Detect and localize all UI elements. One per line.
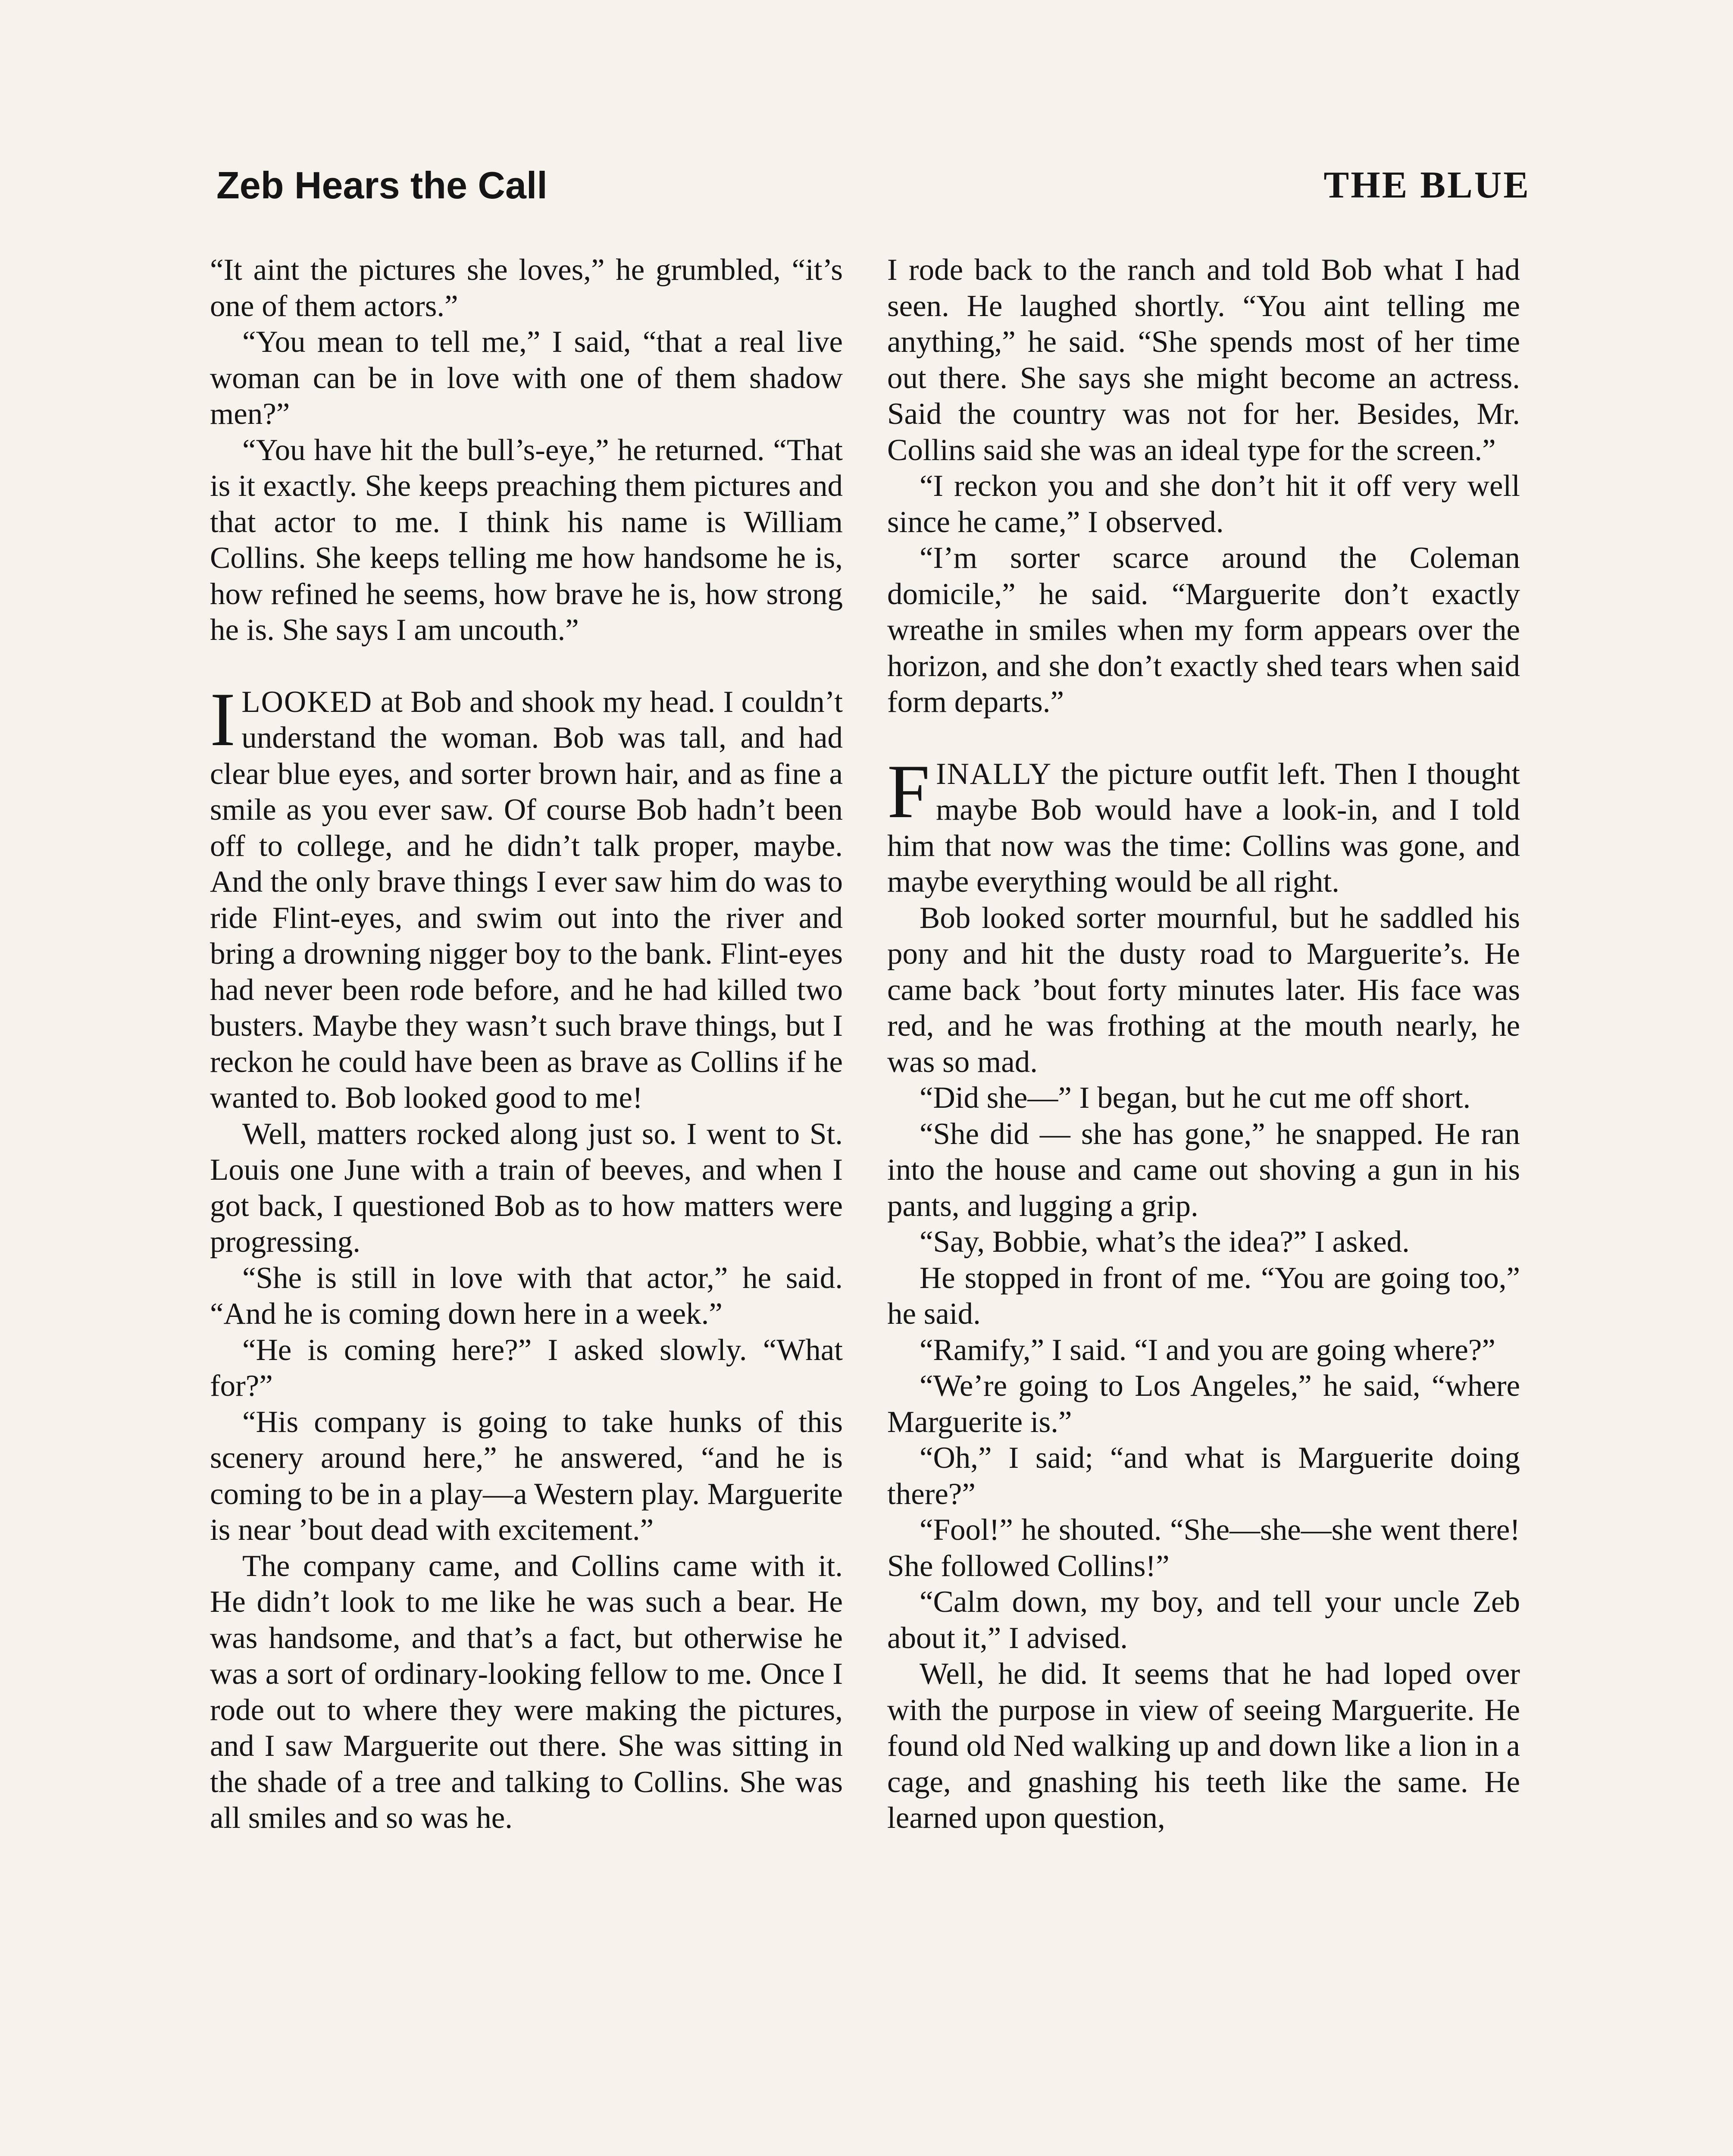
lead-in-caps: LOOKED [241, 685, 373, 719]
paragraph: He stopped in front of me. “You are going too,” he said. [887, 1261, 1520, 1331]
paragraph: “Calm down, my boy, and tell your uncle Zeb about it,” I advised. [887, 1585, 1520, 1655]
paragraph: Well, he did. It seems that he had loped over with the purpose in view of seeing Marguerite. He found old Ned walking up and down like a lion in a cage, and gnashing his teeth like the same. He learned upon question, [887, 1657, 1520, 1835]
right-column [887, 252, 1520, 1836]
paragraph: “I reckon you and she don’t hit it off very well since he came,” I observed. [887, 469, 1520, 539]
paragraph: “It aint the pictures she loves,” he grumbled, “it’s one of them actors.” [210, 253, 843, 323]
lead-in-caps: INALLY [936, 757, 1052, 791]
paragraph: Well, matters rocked along just so. I went to St. Louis one June with a train of beeves, and when I got back, I questioned Bob as to how matters were progressing. [210, 1117, 843, 1259]
section-text: the picture outfit left. Then I thought maybe Bob would have a look-in, and I told him that now was the time: Collins was gone, and maybe everything would be all right. [887, 757, 1520, 899]
section-opening-paragraph [210, 676, 843, 1116]
paragraph: “You mean to tell me,” I said, “that a real live woman can be in love with one of them shadow men?” [210, 325, 843, 431]
paragraph: “Oh,” I said; “and what is Marguerite doing there?” [887, 1441, 1520, 1511]
paragraph: “She did — she has gone,” he snapped. He ran into the house and came out shoving a gun in his pants, and lugging a grip. [887, 1117, 1520, 1223]
paragraph: “I’m sorter scarce around the Coleman domicile,” he said. “Marguerite don’t exactly wreathe in smiles when my form appears over the horizon, and she don’t exactly shed tears when said form departs.” [887, 541, 1520, 719]
story-title: Zeb Hears the Call [216, 164, 547, 207]
paragraph: I rode back to the ranch and told Bob what I had seen. He laughed shortly. “You aint telling me anything,” he said. “She spends most of her time out there. She says she might become an actress. Said the country was not for her. Besides, Mr. Collins said she was an ideal type for the screen.” [887, 253, 1520, 467]
paragraph: “Fool!” he shouted. “She—she—she went there! She followed Collins!” [887, 1513, 1520, 1583]
left-column [210, 252, 843, 1836]
section-text: at Bob and shook my head. I couldn’t understand the woman. Bob was tall, and had clear blue eyes, and sorter brown hair, and as fine a smile as you ever saw. Of course Bob hadn’t been off to college, and he didn’t talk proper, maybe. And the only brave things I ever saw him do was to ride Flint-eyes, and swim out into the river and bring a drowning nigger boy to the bank. Flint-eyes had never been rode before, and he had killed two busters. Maybe they wasn’t such brave things, but I reckon he could have been as brave as Collins if he wanted to. Bob looked good to me! [210, 685, 843, 1115]
paragraph: “His company is going to take hunks of this scenery around here,” he answered, “and he is coming to be in a play—a Western play. Marguerite is near ’bout dead with excitement.” [210, 1405, 843, 1547]
paragraph: Bob looked sorter mournful, but he saddled his pony and hit the dusty road to Marguerite’s. He came back ’bout forty minutes later. His face was red, and he was frothing at the mouth nearly, he was so mad. [887, 901, 1520, 1079]
paragraph: “Ramify,” I said. “I and you are going where?” [920, 1333, 1495, 1367]
paragraph: “He is coming here?” I asked slowly. “What for?” [210, 1333, 843, 1403]
paragraph: The company came, and Collins came with it. He didn’t look to me like he was such a bear. He was handsome, and that’s a fact, but otherwise he was a sort of ordinary-looking fellow to me. Once I rode out to where they were making the pictures, and I saw Marguerite out there. She was sitting in the shade of a tree and talking to Collins. She was all smiles and so was he. [210, 1549, 843, 1835]
drop-cap: F [887, 748, 930, 834]
paragraph: “We’re going to Los Angeles,” he said, “where Marguerite is.” [887, 1369, 1520, 1439]
paragraph: “She is still in love with that actor,” he said. “And he is coming down here in a week.” [210, 1261, 843, 1331]
paragraph: “Say, Bobbie, what’s the idea?” I asked. [920, 1225, 1410, 1259]
magazine-title: THE BLUE [1323, 164, 1530, 206]
paragraph: “You have hit the bull’s-eye,” he returned. “That is it exactly. She keeps preaching them pictures and that actor to me. I think his name is William Collins. She keeps telling me how handsome he is, how refined he seems, how brave he is, how strong he is. She says I am uncouth.” [210, 433, 843, 647]
section-opening-paragraph [887, 748, 1520, 900]
paragraph: “Did she—” I began, but he cut me off short. [920, 1081, 1471, 1115]
drop-cap: I [210, 676, 236, 762]
